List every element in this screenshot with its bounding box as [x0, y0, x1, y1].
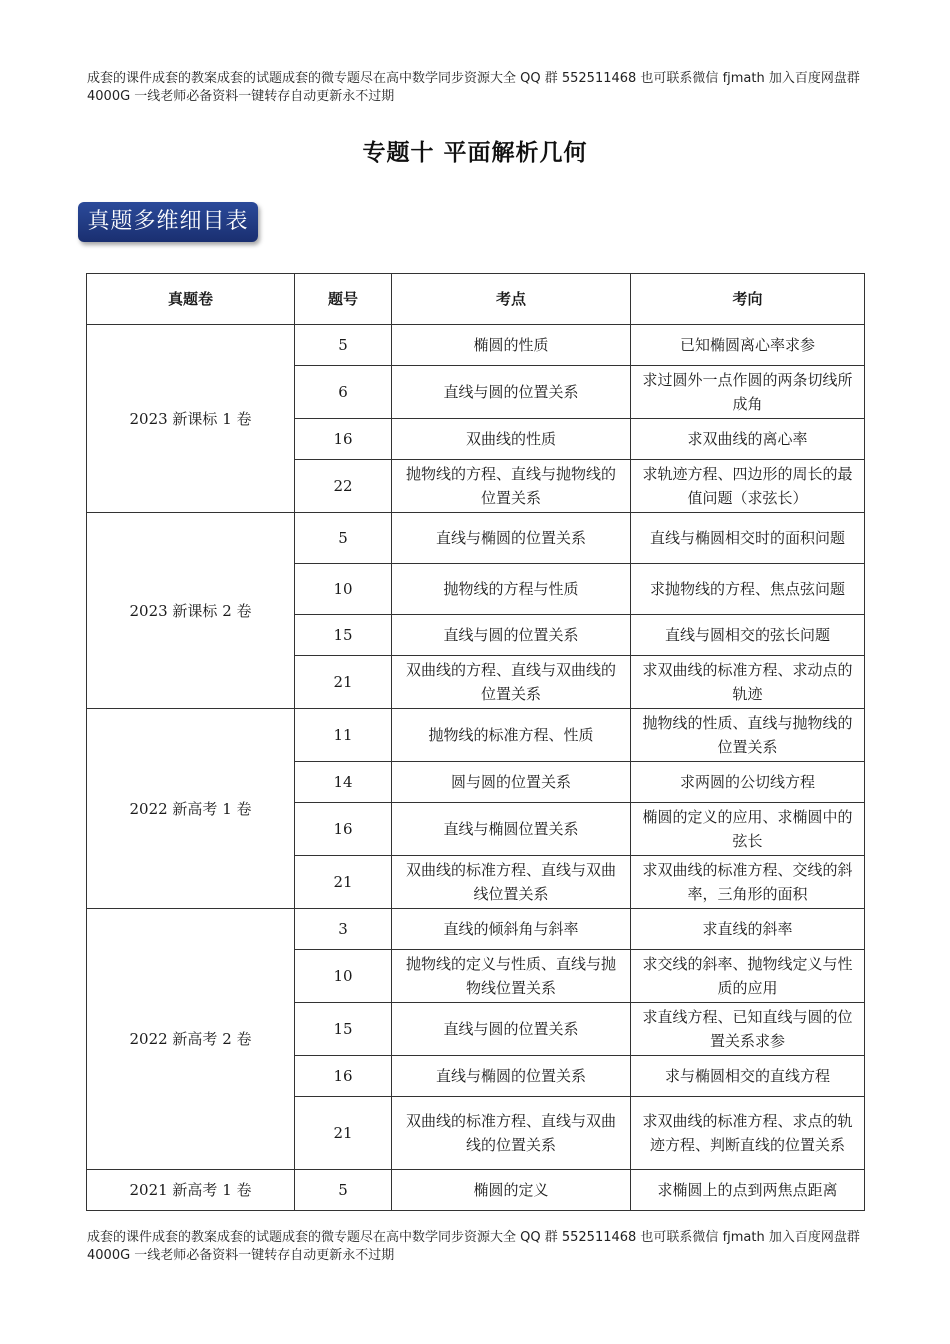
point-cell: 双曲线的性质	[392, 419, 631, 460]
num-cell: 6	[295, 366, 392, 419]
direction-cell: 求直线的斜率	[631, 909, 865, 950]
point-cell: 抛物线的方程、直线与抛物线的位置关系	[392, 460, 631, 513]
point-cell: 抛物线的标准方程、性质	[392, 709, 631, 762]
point-cell: 直线与椭圆的位置关系	[392, 1056, 631, 1097]
direction-cell: 求两圆的公切线方程	[631, 762, 865, 803]
table-row	[87, 709, 865, 762]
header-point: 考点	[392, 274, 631, 325]
direction-cell: 椭圆的定义的应用、求椭圆中的弦长	[631, 803, 865, 856]
point-cell: 直线与椭圆位置关系	[392, 803, 631, 856]
point-cell: 椭圆的定义	[392, 1170, 631, 1211]
paper-cell: 2023 新课标 1 卷	[87, 325, 295, 513]
direction-cell: 求双曲线的标准方程、交线的斜率，三角形的面积	[631, 856, 865, 909]
num-cell: 5	[295, 513, 392, 564]
point-cell: 直线与椭圆的位置关系	[392, 513, 631, 564]
num-cell: 5	[295, 1170, 392, 1211]
point-cell: 圆与圆的位置关系	[392, 762, 631, 803]
table-row	[87, 513, 865, 564]
point-cell: 双曲线的方程、直线与双曲线的位置关系	[392, 656, 631, 709]
direction-cell: 求轨迹方程、四边形的周长的最值问题（求弦长）	[631, 460, 865, 513]
direction-cell: 求双曲线的离心率	[631, 419, 865, 460]
num-cell: 16	[295, 803, 392, 856]
num-cell: 11	[295, 709, 392, 762]
section-badge: 真题多维细目表	[78, 202, 258, 242]
num-cell: 15	[295, 1003, 392, 1056]
num-cell: 16	[295, 419, 392, 460]
page-title: 专题十 平面解析几何	[362, 140, 588, 166]
point-cell: 双曲线的标准方程、直线与双曲线的位置关系	[392, 1097, 631, 1170]
footer-note: 成套的课件成套的教案成套的试题成套的微专题尽在高中数学同步资源大全 QQ 群 552511468 也可联系微信 fjmath 加入百度网盘群 4000G 一线老师必备资料一键转存自动更新永不过期	[87, 1230, 860, 1263]
header-note: 成套的课件成套的教案成套的试题成套的微专题尽在高中数学同步资源大全 QQ 群 552511468 也可联系微信 fjmath 加入百度网盘群 4000G 一线老师必备资料一键转存自动更新永不过期	[87, 71, 860, 104]
paper-cell: 2023 新课标 2 卷	[87, 513, 295, 709]
direction-cell: 求过圆外一点作圆的两条切线所成角	[631, 366, 865, 419]
num-cell: 22	[295, 460, 392, 513]
num-cell: 5	[295, 325, 392, 366]
direction-cell: 求交线的斜率、抛物线定义与性质的应用	[631, 950, 865, 1003]
num-cell: 21	[295, 856, 392, 909]
num-cell: 21	[295, 656, 392, 709]
num-cell: 15	[295, 615, 392, 656]
direction-cell: 抛物线的性质、直线与抛物线的位置关系	[631, 709, 865, 762]
point-cell: 抛物线的方程与性质	[392, 564, 631, 615]
num-cell: 3	[295, 909, 392, 950]
direction-cell: 求双曲线的标准方程、求动点的轨迹	[631, 656, 865, 709]
paper-cell: 2022 新高考 2 卷	[87, 909, 295, 1170]
header-paper: 真题卷	[87, 274, 295, 325]
point-cell: 直线的倾斜角与斜率	[392, 909, 631, 950]
direction-cell: 直线与圆相交的弦长问题	[631, 615, 865, 656]
num-cell: 14	[295, 762, 392, 803]
header-direction: 考向	[631, 274, 865, 325]
num-cell: 21	[295, 1097, 392, 1170]
table-header-row	[87, 274, 865, 325]
point-cell: 直线与圆的位置关系	[392, 615, 631, 656]
point-cell: 椭圆的性质	[392, 325, 631, 366]
direction-cell: 求与椭圆相交的直线方程	[631, 1056, 865, 1097]
point-cell: 抛物线的定义与性质、直线与抛物线位置关系	[392, 950, 631, 1003]
direction-cell: 求双曲线的标准方程、求点的轨迹方程、判断直线的位置关系	[631, 1097, 865, 1170]
num-cell: 10	[295, 950, 392, 1003]
num-cell: 16	[295, 1056, 392, 1097]
table-row	[87, 1170, 865, 1211]
direction-cell: 求直线方程、已知直线与圆的位置关系求参	[631, 1003, 865, 1056]
table-row	[87, 909, 865, 950]
direction-cell: 求抛物线的方程、焦点弦问题	[631, 564, 865, 615]
direction-cell: 已知椭圆离心率求参	[631, 325, 865, 366]
point-cell: 直线与圆的位置关系	[392, 1003, 631, 1056]
table-row	[87, 325, 865, 366]
paper-cell: 2021 新高考 1 卷	[87, 1170, 295, 1211]
num-cell: 10	[295, 564, 392, 615]
direction-cell: 直线与椭圆相交时的面积问题	[631, 513, 865, 564]
point-cell: 直线与圆的位置关系	[392, 366, 631, 419]
paper-cell: 2022 新高考 1 卷	[87, 709, 295, 909]
point-cell: 双曲线的标准方程、直线与双曲线位置关系	[392, 856, 631, 909]
exam-table	[86, 273, 865, 1211]
direction-cell: 求椭圆上的点到两焦点距离	[631, 1170, 865, 1211]
header-num: 题号	[295, 274, 392, 325]
